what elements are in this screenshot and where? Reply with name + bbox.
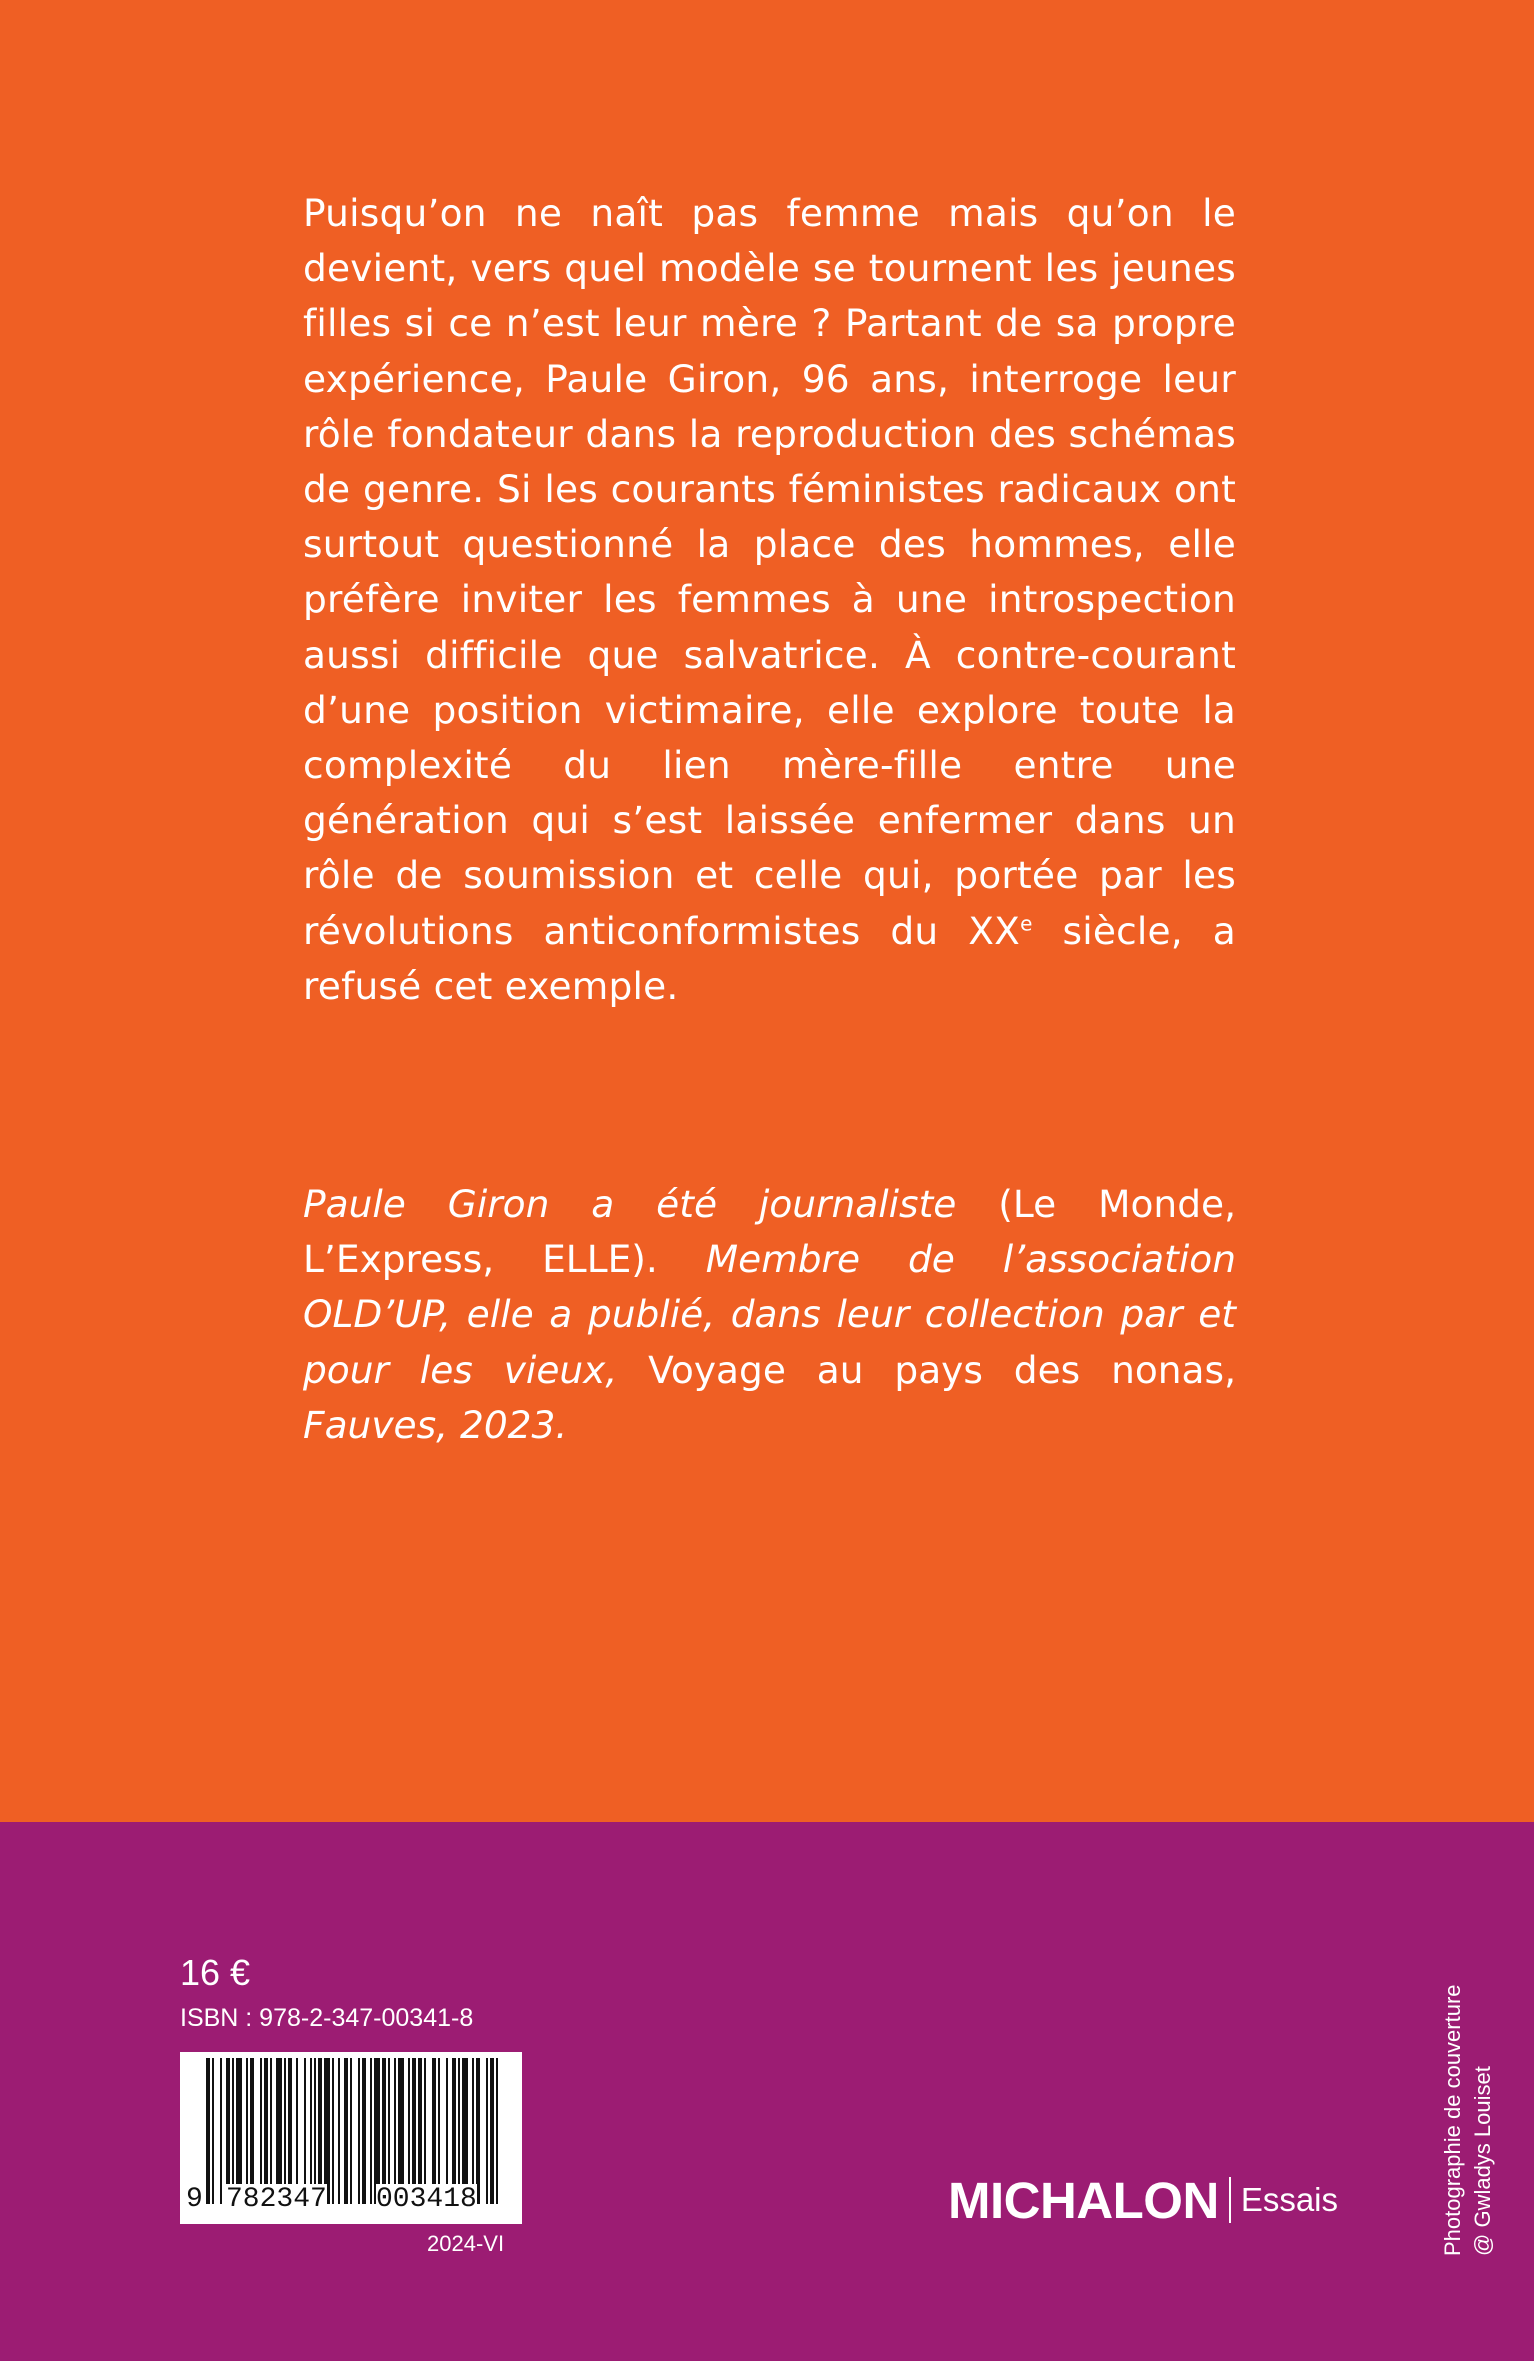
author-bio: Paule Giron a été journaliste (Le Monde, L’Express, ELLE). Membre de l’association OLD’UP, elle a publié, dans leur collection par et pour les vieux, Voyage au pays des nonas, Fauves, 2023. <box>303 1182 1236 1447</box>
isbn: ISBN : 978-2-347-00341-8 <box>180 2004 474 2032</box>
barcode-left-group: 782347 <box>226 2184 327 2215</box>
price: 16 € <box>180 1952 251 1993</box>
barcode-right-group: 003418 <box>376 2184 477 2215</box>
blurb-text: Puisqu’on ne naît pas femme mais qu’on le devient, vers quel modèle se tournent les jeunes filles si ce n’est leur mère ? Partant de sa propre expérience, Paule Giron, 96 ans, interroge leur rôle fondateur dans la reproduction des schémas de genre. Si les courants féministes radicaux ont surtout questionné la place des hommes, elle préfère inviter les femmes à une introspection aussi difficile que salvatrice. À contre-courant d’une position victimaire, elle explore toute la complexité du lien mère-fille entre une génération qui s’est laissée enfermer dans un rôle de soumission et celle qui, portée par les révolutions anticonformistes du XXe siècle, a refusé cet exemple. <box>303 191 1236 1008</box>
photo-credit-line2: @ Gwladys Louiset <box>1470 2066 1495 2256</box>
publisher-logo <box>948 2170 1338 2230</box>
photo-credit <box>1438 1836 1498 2256</box>
publisher-collection: Essais <box>1240 2181 1339 2218</box>
edition-code: 2024-VI <box>427 2231 505 2256</box>
barcode-lead-digit: 9 <box>186 2184 203 2215</box>
publisher-divider <box>1229 2177 1231 2223</box>
photo-credit-line1: Photographie de couverture <box>1440 1984 1465 2256</box>
publisher-brand: MICHALON <box>948 2171 1219 2229</box>
barcode <box>180 2052 522 2224</box>
barcode-digits <box>180 2182 522 2222</box>
